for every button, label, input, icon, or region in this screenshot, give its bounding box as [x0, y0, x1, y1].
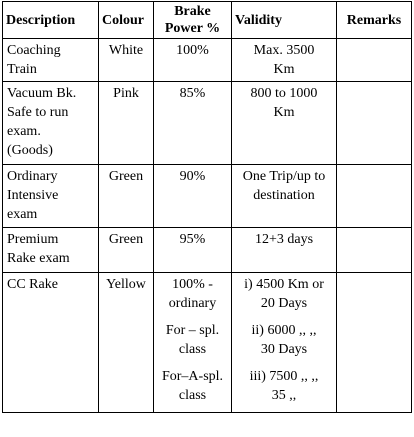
- cell-description: Vacuum Bk. Safe to run exam. (Goods): [3, 82, 99, 165]
- cell-colour: Yellow: [99, 273, 154, 413]
- cell-description: Ordinary Intensive exam: [3, 165, 99, 228]
- brake-power-table: [2, 1, 412, 413]
- cell-colour: Green: [99, 165, 154, 228]
- cell-brake-power: 95%: [154, 228, 232, 273]
- header-row: [3, 2, 412, 39]
- table-row: [3, 82, 412, 165]
- cell-validity: 12+3 days: [232, 228, 337, 273]
- cell-validity: 800 to 1000 Km: [232, 82, 337, 165]
- cell-remarks: [337, 82, 412, 165]
- cell-validity: One Trip/up to destination: [232, 165, 337, 228]
- cell-brake-power: 100%: [154, 39, 232, 82]
- header-brake-power-line2: Power %: [164, 21, 221, 36]
- cell-validity: i) 4500 Km or 20 Days ii) 6000 ,, ,, 30 Days iii) 7500 ,, ,, 35 ,,: [232, 273, 337, 413]
- header-brake-power-line1: Brake: [174, 4, 211, 19]
- table-row: [3, 39, 412, 82]
- cell-description: Premium Rake exam: [3, 228, 99, 273]
- cell-remarks: [337, 228, 412, 273]
- header-brake-power: [154, 2, 232, 39]
- cell-brake-power: 100% - ordinary For – spl. class For–A-spl. class: [154, 273, 232, 413]
- header-validity: Validity: [232, 2, 337, 39]
- cell-colour: Green: [99, 228, 154, 273]
- cell-remarks: [337, 273, 412, 413]
- cell-description: Coaching Train: [3, 39, 99, 82]
- table-row: [3, 165, 412, 228]
- header-description: Description: [3, 2, 99, 39]
- header-remarks: Remarks: [337, 2, 412, 39]
- cell-colour: White: [99, 39, 154, 82]
- table-row: [3, 228, 412, 273]
- header-colour: Colour: [99, 2, 154, 39]
- cell-remarks: [337, 39, 412, 82]
- table-container: [2, 1, 412, 413]
- cell-description: CC Rake: [3, 273, 99, 413]
- cell-remarks: [337, 165, 412, 228]
- cell-colour: Pink: [99, 82, 154, 165]
- cell-brake-power: 85%: [154, 82, 232, 165]
- table-row: [3, 273, 412, 413]
- cell-validity: Max. 3500 Km: [232, 39, 337, 82]
- cell-brake-power: 90%: [154, 165, 232, 228]
